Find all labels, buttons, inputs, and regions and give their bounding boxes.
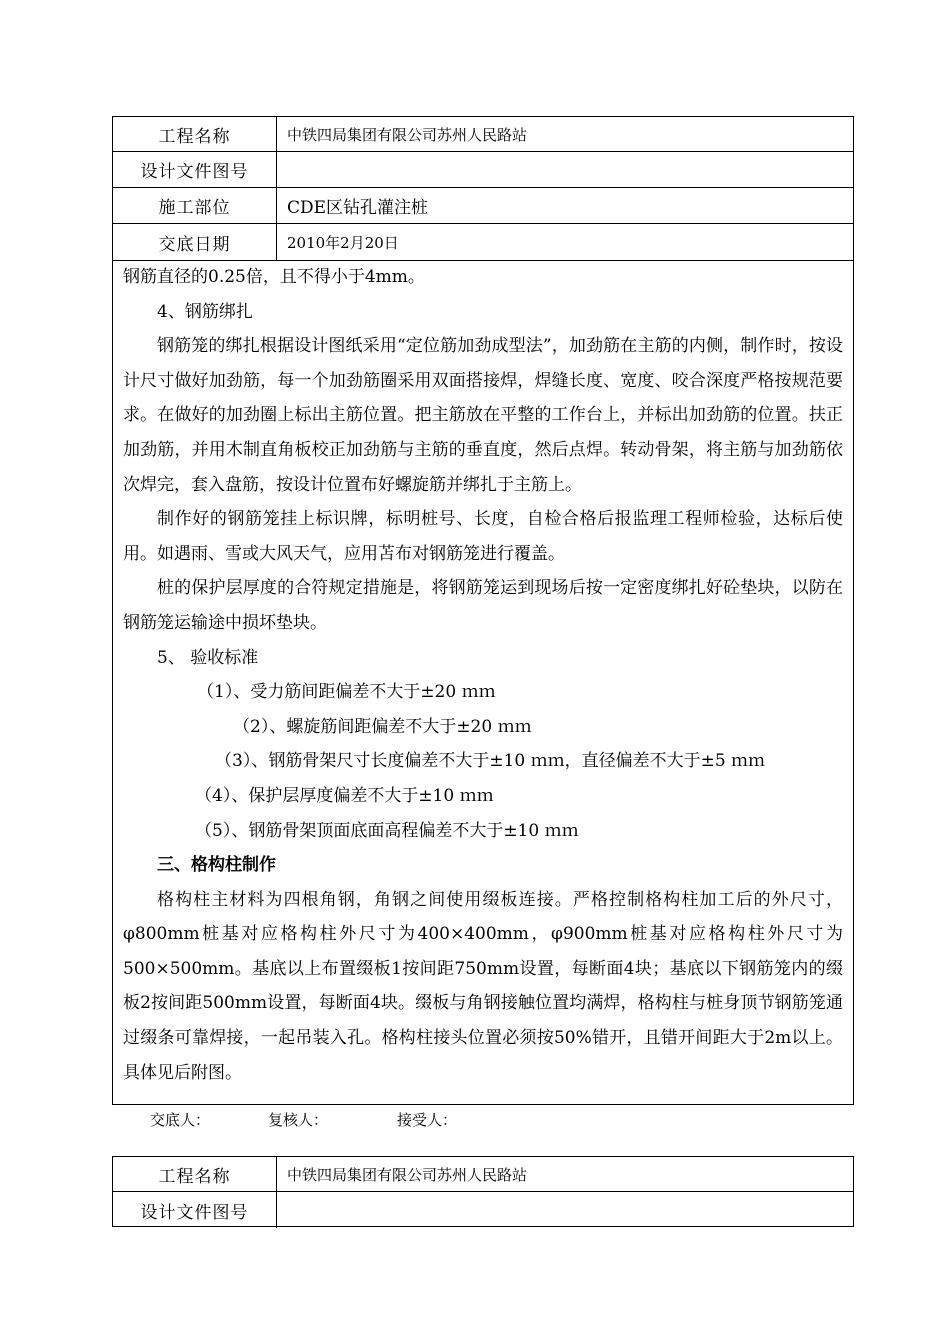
row-design-file-2 xyxy=(113,1192,853,1228)
value-construction-part: CDE区钻孔灌注桩 xyxy=(287,198,429,218)
row-design-file xyxy=(113,152,853,188)
paragraph-cover-layer: 桩的保护层厚度的合符规定措施是，将钢筋笼运到现场后按一定密度绑扎好砼垫块，以防在钢筋笼运输途中损坏垫块。 xyxy=(123,578,843,633)
value-design-file-2 xyxy=(277,1192,853,1228)
standard-item-3: （3）、钢筋骨架尺寸长度偏差不大于±10 ｍｍ，直径偏差不大于±5 ｍｍ xyxy=(215,751,766,772)
signature-receiver: 接受人： xyxy=(397,1111,458,1129)
heading-rebar-binding: 4、钢筋绑扎 xyxy=(157,301,253,322)
standard-item-4: （4）、保护层厚度偏差不大于±10 ｍｍ xyxy=(195,785,494,806)
row-construction-part xyxy=(113,188,853,224)
standard-item-5: （5）、钢筋骨架顶面底面高程偏差不大于±10 ｍｍ xyxy=(195,820,579,841)
label-design-file: 设计文件图号 xyxy=(113,152,277,187)
value-design-file xyxy=(277,152,853,187)
value-handover-date: 2010年2月20日 xyxy=(287,233,399,252)
value-project-name-2: 中铁四局集团有限公司苏州人民路站 xyxy=(287,1165,528,1184)
signature-reviewer: 复核人： xyxy=(268,1111,329,1129)
header-table-2 xyxy=(112,1156,854,1227)
label-project-name-2: 工程名称 xyxy=(113,1157,277,1191)
label-design-file-2: 设计文件图号 xyxy=(113,1192,277,1228)
row-project-name-2 xyxy=(113,1157,853,1192)
signature-giver: 交底人： xyxy=(150,1111,211,1129)
heading-lattice-column: 三、格构柱制作 xyxy=(157,855,276,876)
paragraph-lattice-column: 格构柱主材料为四根角钢，角钢之间使用缀板连接。严格控制格构柱加工后的外尺寸，φ800mm桩基对应格构柱外尺寸为400×400mm，φ900mm桩基对应格构柱外尺寸为500×500mm。基底以上布置缀板1按间距750mm设置，每断面4块；基底以下钢筋笼内的缀板2按间距500mm设置，每断面4块。缀板与角钢接触位置均满焊，格构柱与桩身顶节钢筋笼通过缀条可靠焊接，一起吊装入孔。格构柱接头位置必须按50%错开，且错开间距大于2m以上。具体见后附图。 xyxy=(123,889,843,1083)
heading-acceptance: 5、 验收标准 xyxy=(157,647,259,668)
label-handover-date: 交底日期 xyxy=(113,224,277,260)
value-project-name: 中铁四局集团有限公司苏州人民路站 xyxy=(287,125,528,144)
content-body xyxy=(112,260,854,1105)
row-handover-date xyxy=(113,224,853,260)
row-project-name xyxy=(113,117,853,152)
standard-item-2: （2）、螺旋筋间距偏差不大于±20 ｍｍ xyxy=(233,716,532,737)
paragraph-continuation: 钢筋直径的0.25倍，且不得小于4mm。 xyxy=(123,267,425,287)
paragraph-labeling: 制作好的钢筋笼挂上标识牌，标明桩号、长度，自检合格后报监理工程师检验，达标后使用。如遇雨、雪或大风天气，应用苫布对钢筋笼进行覆盖。 xyxy=(123,509,843,564)
standard-item-1: （1）、受力筋间距偏差不大于±20 ｍｍ xyxy=(197,682,496,703)
header-table xyxy=(112,116,854,261)
label-construction-part: 施工部位 xyxy=(113,188,277,223)
paragraph-binding-method: 钢筋笼的绑扎根据设计图纸采用“定位筋加劲成型法”，加劲筋在主筋的内侧，制作时，按设计尺寸做好加劲筋，每一个加劲筋圈采用双面搭接焊，焊缝长度、宽度、咬合深度严格按规范要求。在做好的加劲圈上标出主筋位置。把主筋放在平整的工作台上，并标出加劲筋的位置。扶正加劲筋，并用木制直角板校正加劲筋与主筋的垂直度，然后点焊。转动骨架，将主筋与加劲筋依次焊完，套入盘筋，按设计位置布好螺旋筋并绑扎于主筋上。 xyxy=(123,336,843,495)
label-project-name: 工程名称 xyxy=(113,117,277,151)
